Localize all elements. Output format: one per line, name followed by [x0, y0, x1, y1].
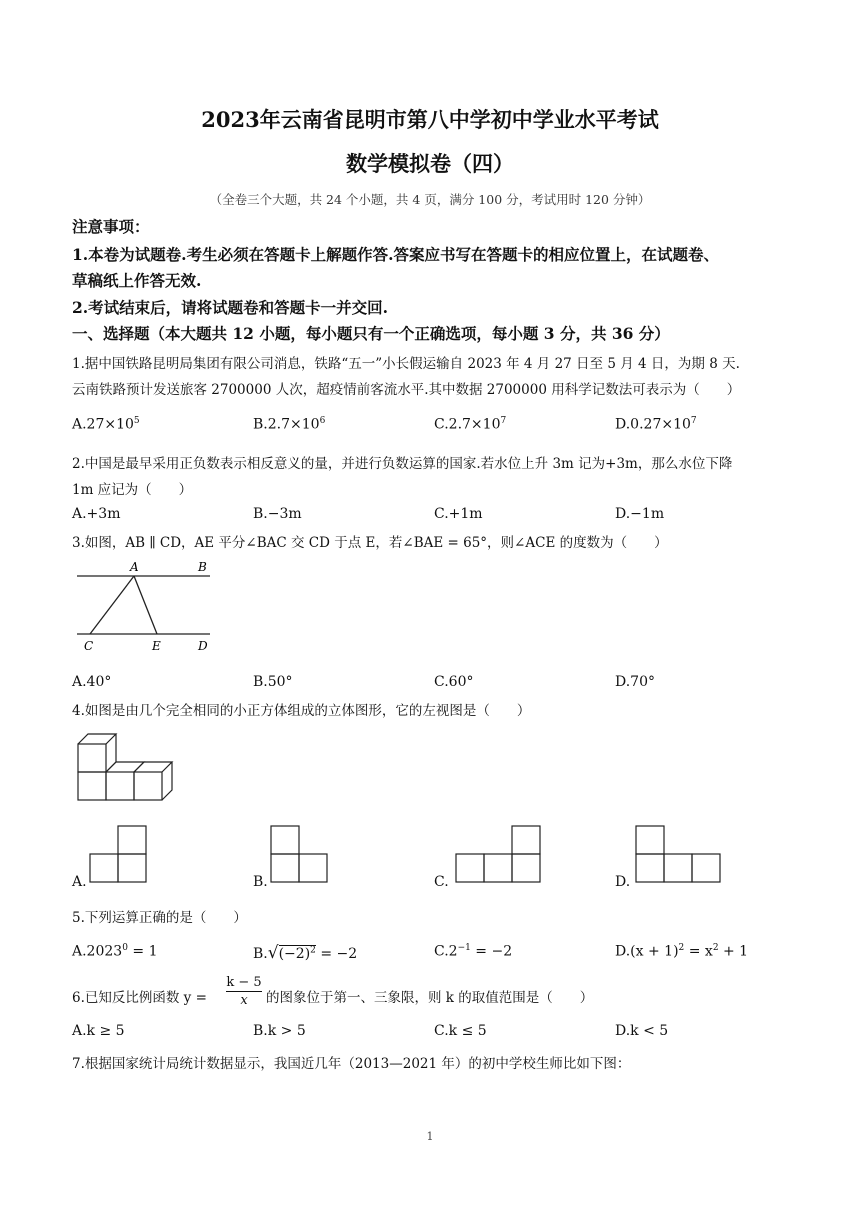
question-2-option-a: A.+3m	[72, 506, 121, 522]
question-6-stem-post: 的图象位于第一、三象限，则 k 的取值范围是（ ）	[266, 990, 594, 1006]
exam-note: （全卷三个大题，共 24 个小题，共 4 页，满分 100 分，考试用时 120 分钟）	[209, 192, 651, 207]
question-3-stem: 3.如图，AB ∥ CD，AE 平分∠BAC 交 CD 于点 E，若∠BAE = 65°，则∠ACE 的度数为（ ）	[72, 535, 668, 551]
notice-item-1-cont: 草稿纸上作答无效.	[72, 271, 202, 290]
question-1-line-1: 1.据中国铁路昆明局集团有限公司消息，铁路“五一”小长假运输自 2023 年 4 月 27 日至 5 月 4 日，为期 8 天.	[72, 356, 740, 372]
page-number: 1	[426, 1130, 434, 1143]
option-a-view-figure	[88, 824, 150, 886]
label-c: C	[84, 639, 94, 653]
fraction-numerator: k − 5	[226, 975, 262, 990]
option-d-view-figure	[634, 824, 724, 886]
question-2-line-1: 2.中国是最早采用正负数表示相反意义的量，并进行负数运算的国家.若水位上升 3m 记为+3m，那么水位下降	[72, 456, 733, 472]
question-3-option-a: A.40°	[72, 674, 112, 690]
option-b-view-figure	[269, 824, 331, 886]
question-3-option-c: C.60°	[434, 674, 474, 690]
question-7-stem: 7.根据国家统计局统计数据显示，我国近几年（2013—2021 年）的初中学校生师比如下图：	[72, 1056, 631, 1072]
label-d: D	[198, 639, 208, 653]
question-4-stem: 4.如图是由几个完全相同的小正方体组成的立体图形，它的左视图是（ ）	[72, 703, 531, 719]
question-1-line-2: 云南铁路预计发送旅客 2700000 人次，超疫情前客流水平.其中数据 2700000 用科学记数法可表示为（ ）	[72, 382, 741, 398]
question-2-line-2: 1m 应记为（ ）	[72, 482, 193, 498]
question-5-option-d: $D.(x + 1)^2 = x^2 + 1$	[615, 943, 749, 960]
notice-heading: 注意事项：	[72, 217, 150, 236]
question-5-option-c: $C.2^{-1} = -2$	[434, 943, 513, 960]
question-3-option-d: D.70°	[615, 674, 655, 690]
question-5-option-b: $B.√(-2)^2 = -2$	[253, 943, 358, 963]
notice-item-1: 1.本卷为试题卷.考生必须在答题卡上解题作答.答案应书写在答题卡的相应位置上，在试题卷、	[72, 245, 719, 264]
question-1-option-c: $C.2.7\times 10^7$	[434, 416, 507, 433]
question-6-option-d: D.k < 5	[615, 1023, 669, 1039]
label-b: B	[198, 562, 207, 574]
question-1-option-a: $A.27\times 10^5$	[72, 416, 140, 433]
question-4-option-c: C.	[434, 874, 449, 890]
label-a: A	[130, 562, 139, 574]
exam-title: 2023年云南省昆明市第八中学初中学业水平考试	[201, 107, 659, 132]
question-1-option-d: $D.0.27\times 10^7$	[615, 416, 697, 433]
segment-ac	[90, 576, 134, 634]
question-4-option-a: A.	[72, 874, 87, 890]
question-6-option-c: C.k ≤ 5	[434, 1023, 487, 1039]
notice-item-2: 2.考试结束后，请将试题卷和答题卡一并交回.	[72, 298, 389, 317]
label-e: E	[152, 639, 161, 653]
exam-subtitle: 数学模拟卷（四）	[346, 151, 514, 176]
question-4-option-d: D.	[615, 874, 631, 890]
cube-stack-figure	[74, 728, 189, 806]
option-c-view-figure	[454, 824, 544, 886]
fraction-denominator: x	[240, 993, 248, 1008]
question-6-stem-pre: 6.已知反比例函数 y =	[72, 990, 207, 1006]
question-1-option-b: $B.2.7\times 10^6$	[253, 416, 326, 433]
parallel-lines-figure	[72, 562, 222, 658]
question-5-stem: 5.下列运算正确的是（ ）	[72, 910, 247, 926]
question-4-option-b: B.	[253, 874, 268, 890]
question-5-option-a: $A.2023^0 = 1$	[72, 943, 158, 960]
question-2-option-c: C.+1m	[434, 506, 483, 522]
question-6-fraction	[226, 974, 262, 1009]
segment-ae	[134, 576, 157, 634]
question-6-option-a: A.k ≥ 5	[72, 1023, 125, 1039]
question-2-option-d: D.−1m	[615, 506, 665, 522]
section-1-heading: 一、选择题（本大题共 12 小题，每小题只有一个正确选项，每小题 3 分，共 36 分）	[72, 324, 670, 343]
question-6-option-b: B.k > 5	[253, 1023, 306, 1039]
question-3-option-b: B.50°	[253, 674, 293, 690]
question-2-option-b: B.−3m	[253, 506, 302, 522]
